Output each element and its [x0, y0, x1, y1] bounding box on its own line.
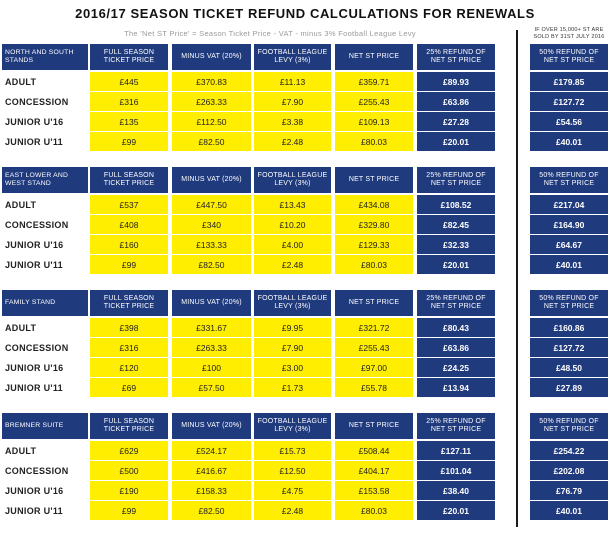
cell-vat: £100 — [172, 358, 251, 377]
cell-r25: £127.11 — [417, 441, 495, 460]
cell-vat: £370.83 — [172, 72, 251, 91]
cell-net: £434.08 — [335, 195, 413, 214]
column-header-net-price: NET ST PRICE — [335, 44, 413, 70]
cell-net: £321.72 — [335, 318, 413, 337]
cell-full: £160 — [90, 235, 168, 254]
section-title: NORTH AND SOUTH STANDS — [2, 44, 88, 70]
row-label: JUNIOR U'16 — [5, 116, 64, 127]
cell-full: £120 — [90, 358, 168, 377]
cell-net: £109.13 — [335, 112, 413, 131]
cell-r25: £82.45 — [417, 215, 495, 234]
cell-net: £97.00 — [335, 358, 413, 377]
column-header-refund-25: 25% REFUND OF NET ST PRICE — [417, 44, 495, 70]
column-header-minus-vat: MINUS VAT (20%) — [172, 167, 251, 193]
cell-r25: £89.93 — [417, 72, 495, 91]
column-header-full-price: FULL SEASON TICKET PRICE — [90, 44, 168, 70]
cell-levy: £1.73 — [254, 378, 331, 397]
row-label: JUNIOR U'11 — [5, 382, 63, 393]
cell-r50: £164.90 — [530, 215, 608, 234]
cell-full: £190 — [90, 481, 168, 500]
section-title: EAST LOWER AND WEST STAND — [2, 167, 88, 193]
cell-full: £99 — [90, 501, 168, 520]
section-title: FAMILY STAND — [2, 290, 88, 316]
row-label: CONCESSION — [5, 465, 69, 476]
cell-r25: £32.33 — [417, 235, 495, 254]
cell-r25: £27.28 — [417, 112, 495, 131]
cell-full: £99 — [90, 132, 168, 151]
cell-net: £404.17 — [335, 461, 413, 480]
row-label: JUNIOR U'16 — [5, 239, 64, 250]
cell-r50: £179.85 — [530, 72, 608, 91]
column-header-minus-vat: MINUS VAT (20%) — [172, 413, 251, 439]
row-label: ADULT — [5, 322, 37, 333]
cell-net: £359.71 — [335, 72, 413, 91]
cell-levy: £10.20 — [254, 215, 331, 234]
column-header-levy: FOOTBALL LEAGUE LEVY (3%) — [254, 44, 331, 70]
cell-full: £537 — [90, 195, 168, 214]
cell-vat: £112.50 — [172, 112, 251, 131]
cell-r50: £54.56 — [530, 112, 608, 131]
cell-r50: £40.01 — [530, 255, 608, 274]
refund-condition-note: IF OVER 15,000+ ST ARE SOLD BY 31ST JULY 2016 — [533, 27, 605, 40]
cell-r25: £63.86 — [417, 338, 495, 357]
cell-levy: £2.48 — [254, 132, 331, 151]
cell-r25: £38.40 — [417, 481, 495, 500]
cell-r25: £63.86 — [417, 92, 495, 111]
row-label: CONCESSION — [5, 342, 69, 353]
cell-vat: £263.33 — [172, 92, 251, 111]
cell-net: £508.44 — [335, 441, 413, 460]
cell-vat: £158.33 — [172, 481, 251, 500]
cell-full: £445 — [90, 72, 168, 91]
cell-vat: £447.50 — [172, 195, 251, 214]
cell-full: £500 — [90, 461, 168, 480]
column-header-levy: FOOTBALL LEAGUE LEVY (3%) — [254, 413, 331, 439]
cell-net: £80.03 — [335, 255, 413, 274]
cell-r25: £101.04 — [417, 461, 495, 480]
cell-vat: £263.33 — [172, 338, 251, 357]
column-header-refund-50: 50% REFUND OF NET ST PRICE — [530, 290, 608, 316]
cell-levy: £4.75 — [254, 481, 331, 500]
cell-vat: £82.50 — [172, 501, 251, 520]
column-header-refund-50: 50% REFUND OF NET ST PRICE — [530, 413, 608, 439]
column-header-refund-25: 25% REFUND OF NET ST PRICE — [417, 290, 495, 316]
cell-levy: £2.48 — [254, 501, 331, 520]
cell-levy: £7.90 — [254, 92, 331, 111]
cell-levy: £11.13 — [254, 72, 331, 91]
section-title: BREMNER SUITE — [2, 413, 88, 439]
row-label: ADULT — [5, 76, 37, 87]
cell-r50: £127.72 — [530, 338, 608, 357]
column-header-refund-50: 50% REFUND OF NET ST PRICE — [530, 167, 608, 193]
cell-r25: £13.94 — [417, 378, 495, 397]
cell-vat: £57.50 — [172, 378, 251, 397]
column-header-refund-25: 25% REFUND OF NET ST PRICE — [417, 413, 495, 439]
cell-levy: £7.90 — [254, 338, 331, 357]
cell-r50: £48.50 — [530, 358, 608, 377]
cell-vat: £524.17 — [172, 441, 251, 460]
cell-net: £129.33 — [335, 235, 413, 254]
cell-vat: £416.67 — [172, 461, 251, 480]
column-header-levy: FOOTBALL LEAGUE LEVY (3%) — [254, 290, 331, 316]
cell-r50: £217.04 — [530, 195, 608, 214]
column-divider — [516, 30, 518, 527]
cell-levy: £2.48 — [254, 255, 331, 274]
page-title: 2016/17 SEASON TICKET REFUND CALCULATIONS FOR RENEWALS — [75, 6, 535, 21]
cell-vat: £133.33 — [172, 235, 251, 254]
cell-full: £69 — [90, 378, 168, 397]
cell-levy: £12.50 — [254, 461, 331, 480]
cell-r50: £254.22 — [530, 441, 608, 460]
cell-r50: £202.08 — [530, 461, 608, 480]
cell-vat: £340 — [172, 215, 251, 234]
cell-net: £255.43 — [335, 338, 413, 357]
row-label: CONCESSION — [5, 219, 69, 230]
column-header-net-price: NET ST PRICE — [335, 413, 413, 439]
cell-r25: £20.01 — [417, 501, 495, 520]
cell-full: £135 — [90, 112, 168, 131]
cell-r25: £24.25 — [417, 358, 495, 377]
column-header-levy: FOOTBALL LEAGUE LEVY (3%) — [254, 167, 331, 193]
row-label: ADULT — [5, 199, 37, 210]
cell-net: £80.03 — [335, 132, 413, 151]
cell-r25: £80.43 — [417, 318, 495, 337]
column-header-refund-50: 50% REFUND OF NET ST PRICE — [530, 44, 608, 70]
column-header-refund-25: 25% REFUND OF NET ST PRICE — [417, 167, 495, 193]
cell-r50: £127.72 — [530, 92, 608, 111]
cell-r25: £20.01 — [417, 255, 495, 274]
row-label: JUNIOR U'11 — [5, 259, 63, 270]
cell-r25: £108.52 — [417, 195, 495, 214]
cell-vat: £82.50 — [172, 132, 251, 151]
cell-full: £99 — [90, 255, 168, 274]
cell-net: £153.58 — [335, 481, 413, 500]
cell-levy: £4.00 — [254, 235, 331, 254]
column-header-net-price: NET ST PRICE — [335, 290, 413, 316]
cell-levy: £3.00 — [254, 358, 331, 377]
cell-full: £408 — [90, 215, 168, 234]
cell-full: £316 — [90, 92, 168, 111]
column-header-full-price: FULL SEASON TICKET PRICE — [90, 290, 168, 316]
row-label: JUNIOR U'11 — [5, 136, 63, 147]
cell-r50: £160.86 — [530, 318, 608, 337]
column-header-full-price: FULL SEASON TICKET PRICE — [90, 167, 168, 193]
cell-vat: £82.50 — [172, 255, 251, 274]
row-label: JUNIOR U'16 — [5, 362, 64, 373]
cell-levy: £9.95 — [254, 318, 331, 337]
cell-vat: £331.67 — [172, 318, 251, 337]
row-label: JUNIOR U'16 — [5, 485, 64, 496]
cell-levy: £15.73 — [254, 441, 331, 460]
cell-levy: £13.43 — [254, 195, 331, 214]
column-header-net-price: NET ST PRICE — [335, 167, 413, 193]
cell-levy: £3.38 — [254, 112, 331, 131]
cell-net: £55.78 — [335, 378, 413, 397]
cell-r50: £76.79 — [530, 481, 608, 500]
cell-net: £255.43 — [335, 92, 413, 111]
cell-full: £398 — [90, 318, 168, 337]
cell-full: £316 — [90, 338, 168, 357]
column-header-minus-vat: MINUS VAT (20%) — [172, 44, 251, 70]
column-header-full-price: FULL SEASON TICKET PRICE — [90, 413, 168, 439]
cell-r25: £20.01 — [417, 132, 495, 151]
row-label: CONCESSION — [5, 96, 69, 107]
cell-r50: £27.89 — [530, 378, 608, 397]
cell-r50: £64.67 — [530, 235, 608, 254]
cell-net: £329.80 — [335, 215, 413, 234]
cell-r50: £40.01 — [530, 501, 608, 520]
row-label: JUNIOR U'11 — [5, 505, 63, 516]
column-header-minus-vat: MINUS VAT (20%) — [172, 290, 251, 316]
cell-r50: £40.01 — [530, 132, 608, 151]
row-label: ADULT — [5, 445, 37, 456]
cell-full: £629 — [90, 441, 168, 460]
cell-net: £80.03 — [335, 501, 413, 520]
net-price-note: The 'Net ST Price' = Season Ticket Price - VAT - minus 3% Football League Levy — [124, 29, 416, 38]
